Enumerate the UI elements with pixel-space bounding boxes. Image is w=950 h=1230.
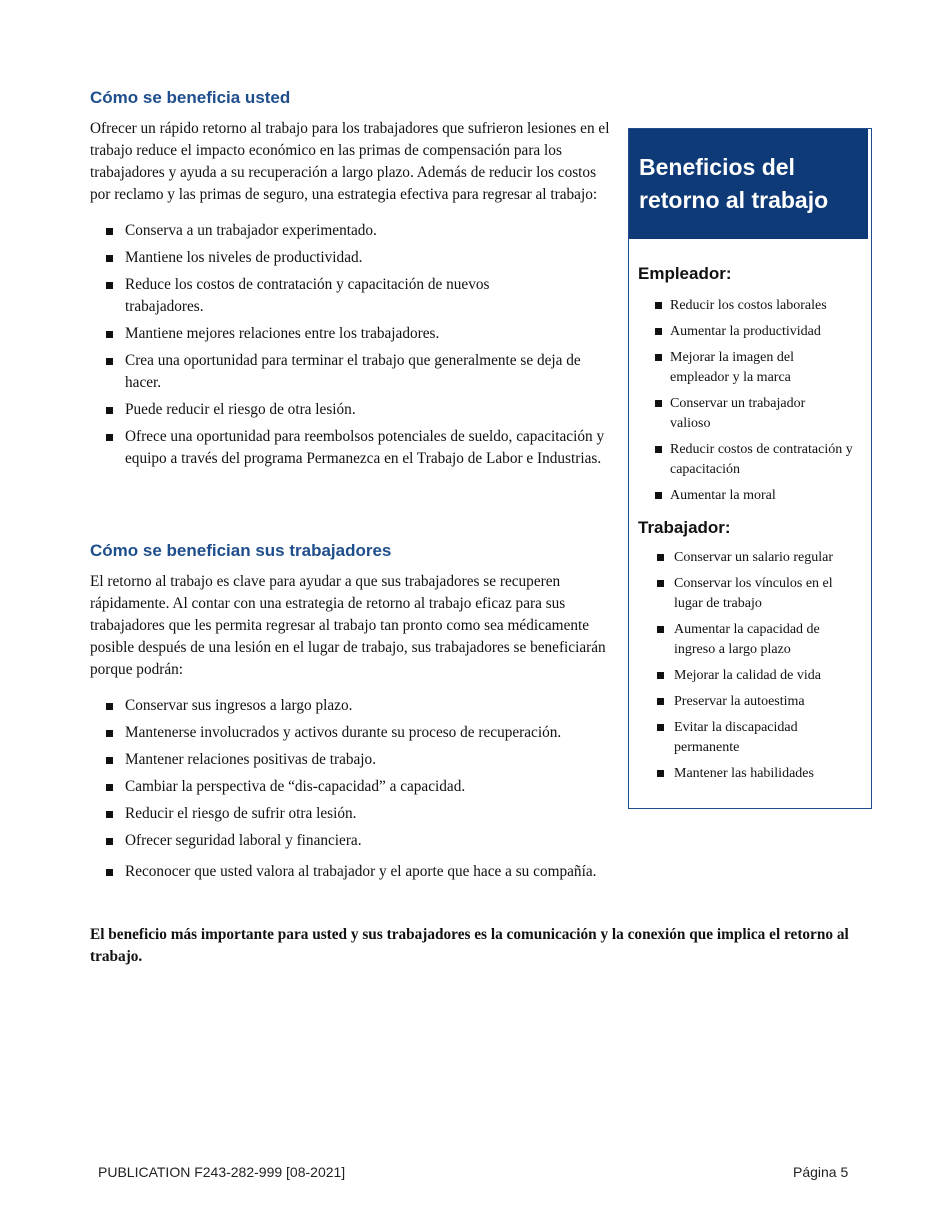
square-bullet-icon [657, 626, 664, 633]
list-item: Ofrecer seguridad laboral y financiera. [106, 830, 676, 852]
employer-list [629, 296, 871, 506]
section-paragraph: Ofrecer un rápido retorno al trabajo para los trabajadores que sufrieron lesiones en el trabajo reduce el impacto económico en las primas de compensación para los trabajadores y ayuda a su recuperación a largo plazo. Además de reducir los costos por reclamo y las primas de seguro, una estrategia efectiva para regresar al trabajo: [90, 120, 610, 203]
section-how-you-benefit [90, 88, 615, 475]
square-bullet-icon [106, 730, 113, 737]
square-bullet-icon [106, 282, 113, 289]
square-bullet-icon [655, 354, 662, 361]
section-heading: Cómo se benefician sus trabajadores [90, 541, 392, 560]
list-item: Aumentar la capacidad de ingreso a largo plazo [657, 620, 839, 660]
closing-statement: El beneficio más importante para usted y sus trabajadores es la comunicación y la conexión que implica el retorno al trabajo. [90, 926, 849, 965]
list-item: Conservar un trabajador valioso [655, 394, 830, 434]
square-bullet-icon [657, 698, 664, 705]
square-bullet-icon [106, 434, 113, 441]
list-item: Reducir los costos laborales [655, 296, 871, 316]
square-bullet-icon [106, 331, 113, 338]
square-bullet-icon [106, 784, 113, 791]
list-item: Reconocer que usted valora al trabajador y el aporte que hace a su compañía. [106, 861, 745, 883]
square-bullet-icon [106, 407, 113, 414]
list-item: Reducir costos de contratación y capacitación [655, 440, 871, 480]
square-bullet-icon [106, 838, 113, 845]
list-item: Reduce los costos de contratación y capacitación de nuevos trabajadores. [106, 274, 505, 318]
page-number: Página 5 [793, 1164, 849, 1180]
square-bullet-icon [657, 672, 664, 679]
list-item: Conserva a un trabajador experimentado. [106, 220, 615, 242]
square-bullet-icon [657, 580, 664, 587]
publication-number: PUBLICATION F243-282-999 [08-2021] [98, 1164, 346, 1180]
list-item: Aumentar la moral [655, 486, 871, 506]
section-how-workers-benefit [90, 541, 615, 857]
worker-list [629, 548, 871, 784]
list-item: Mantenerse involucrados y activos durante su proceso de recuperación. [106, 722, 676, 744]
list-item: Reducir el riesgo de sufrir otra lesión. [106, 803, 676, 825]
list-item: Mantener relaciones positivas de trabajo. [106, 749, 676, 771]
sidebar-title: Beneficios del retorno al trabajo [629, 129, 871, 239]
square-bullet-icon [657, 770, 664, 777]
list-item: Mejorar la imagen del empleador y la marca [655, 348, 820, 388]
square-bullet-icon [655, 492, 662, 499]
list-item: Crea una oportunidad para terminar el trabajo que generalmente se deja de hacer. [106, 350, 595, 394]
square-bullet-icon [655, 328, 662, 335]
list-item: Preservar la autoestima [657, 692, 871, 712]
benefit-list [90, 695, 676, 852]
square-bullet-icon [106, 869, 113, 876]
list-item: Ofrece una oportunidad para reembolsos potenciales de sueldo, capacitación y equipo a través del programa Permanezca en el Trabajo de Labor e Industrias. [106, 426, 620, 470]
list-item: Mantiene mejores relaciones entre los trabajadores. [106, 323, 615, 345]
benefit-list [90, 220, 615, 470]
square-bullet-icon [106, 757, 113, 764]
square-bullet-icon [657, 554, 664, 561]
square-bullet-icon [106, 811, 113, 818]
section-paragraph: El retorno al trabajo es clave para ayudar a que sus trabajadores se recuperen rápidamente. Al contar con una estrategia de retorno al trabajo eficaz para sus trabajadores que les permita regresar al trabajo tan pronto como sea médicamente posible después de una lesión en el lugar de trabajo, sus trabajadores se beneficiarán porque podrán: [90, 573, 606, 678]
list-item: Conservar sus ingresos a largo plazo. [106, 695, 676, 717]
section-heading: Cómo se beneficia usted [90, 88, 291, 107]
square-bullet-icon [657, 724, 664, 731]
list-item: Mantener las habilidades [657, 764, 871, 784]
square-bullet-icon [106, 703, 113, 710]
list-item: Conservar un salario regular [657, 548, 871, 568]
list-item: Conservar los vínculos en el lugar de trabajo [657, 574, 849, 614]
benefits-sidebar [628, 128, 872, 809]
square-bullet-icon [655, 302, 662, 309]
employer-heading: Empleador: [638, 264, 732, 283]
square-bullet-icon [106, 228, 113, 235]
worker-heading: Trabajador: [638, 518, 731, 537]
square-bullet-icon [655, 400, 662, 407]
square-bullet-icon [655, 446, 662, 453]
square-bullet-icon [106, 255, 113, 262]
list-item: Aumentar la productividad [655, 322, 871, 342]
list-item: Cambiar la perspectiva de “dis-capacidad” a capacidad. [106, 776, 676, 798]
square-bullet-icon [106, 358, 113, 365]
list-item: Evitar la discapacidad permanente [657, 718, 824, 758]
list-item: Puede reducir el riesgo de otra lesión. [106, 399, 615, 421]
list-item: Mejorar la calidad de vida [657, 666, 871, 686]
list-item: Mantiene los niveles de productividad. [106, 247, 615, 269]
